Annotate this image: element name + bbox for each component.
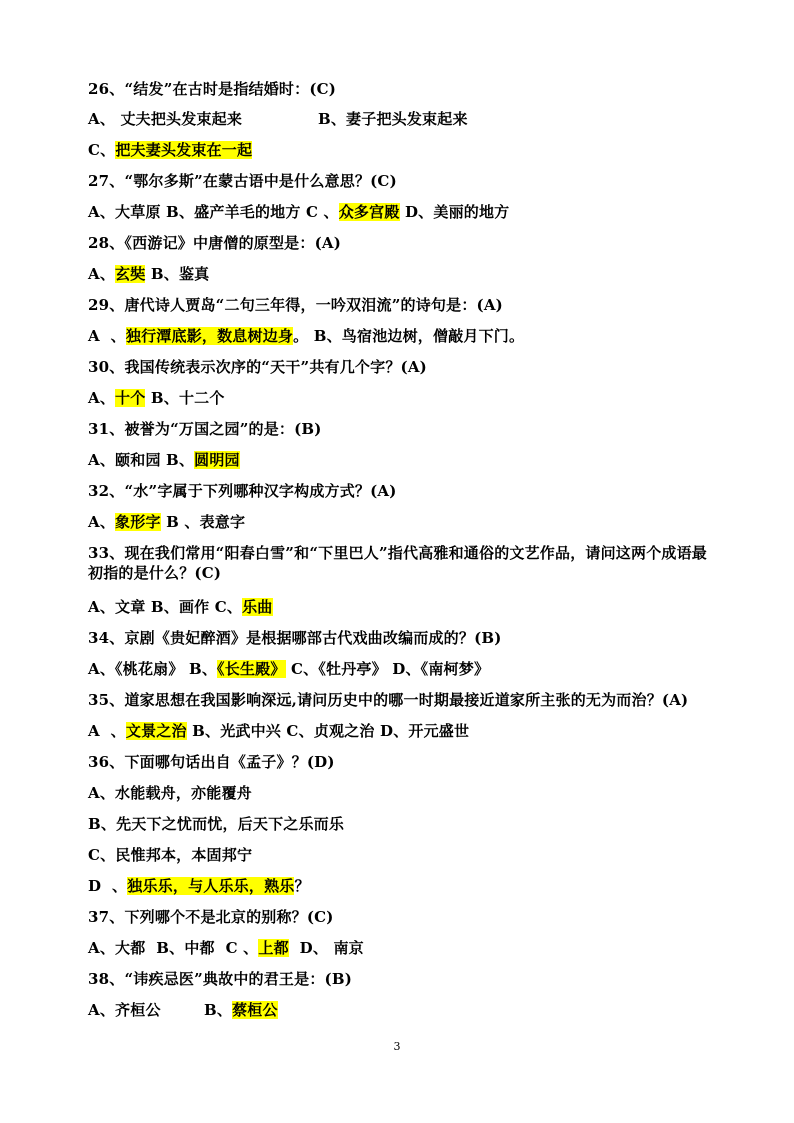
line-text: D、美丽的地方 (399, 203, 510, 221)
line-text: 36、下面哪句话出自《孟子》？(D) (88, 753, 335, 771)
line-text: A、大都 B、中都 C 、 (88, 939, 259, 957)
line-text: 30、我国传统表示次序的“天干”共有几个字？(A) (88, 358, 427, 376)
line-text: C、《牡丹亭》 D、《南柯梦》 (285, 660, 490, 678)
text-line (88, 783, 252, 803)
line-text: A、大草原 B、盛产羊毛的地方 C 、 (88, 203, 339, 221)
text-line (88, 171, 397, 191)
text-line (88, 450, 240, 470)
highlighted-answer: 《长生殿》 (217, 660, 286, 678)
line-text: 35、道家思想在我国影响深远,请问历史中的哪一时期最接近道家所主张的无为而治？(A) (88, 691, 689, 709)
text-line (88, 264, 209, 284)
line-text: 33、现在我们常用“阳春白雪”和“下里巴人”指代高雅和通俗的文艺作品，请问这两个成语最初指的是什么？(C) (88, 544, 707, 582)
text-line (88, 969, 352, 989)
line-text: ？ (294, 877, 310, 895)
text-line (88, 357, 427, 377)
text-line (88, 326, 524, 346)
line-text: A、 (88, 513, 116, 531)
text-line (88, 845, 252, 865)
line-text: 32、“水”字属于下列哪种汉字构成方式？(A) (88, 482, 397, 500)
highlighted-answer: 蔡桓公 (232, 1001, 278, 1019)
line-text: A、齐桓公 B、 (88, 1001, 233, 1019)
highlighted-answer: 象形字 (115, 513, 161, 531)
text-line (88, 295, 503, 315)
line-text: A、 (88, 389, 116, 407)
line-text: D 、 (88, 877, 128, 895)
line-text: C、民惟邦本，本固邦宁 (88, 846, 253, 864)
text-line (88, 202, 509, 222)
text-line (88, 79, 336, 99)
highlighted-answer: 十个 (115, 389, 146, 407)
text-line (88, 814, 344, 834)
highlighted-answer: 文景之治 (125, 722, 187, 740)
line-text: B、鉴真 (145, 265, 210, 283)
line-text: 34、京剧《贵妃醉酒》是根据哪部古代戏曲改编而成的？(B) (88, 629, 502, 647)
text-line (88, 938, 364, 958)
line-text: A、文章 B、画作 C、 (88, 598, 243, 616)
line-text: C、 (88, 141, 116, 159)
line-text: A 、 (88, 327, 126, 345)
text-line (88, 1000, 278, 1020)
highlighted-answer: 乐曲 (242, 598, 273, 616)
text-line (88, 659, 489, 679)
page-number: 3 (393, 1040, 401, 1053)
line-text: B 、表意字 (160, 513, 246, 531)
text-line (88, 109, 468, 129)
line-text: 。 B、鸟宿池边树，僧敲月下门。 (293, 327, 525, 345)
line-text: 27、“鄂尔多斯”在蒙古语中是什么意思？(C) (88, 172, 397, 190)
text-line (88, 140, 252, 160)
text-line (88, 388, 225, 408)
line-text: B、光武中兴 C、贞观之治 D、开元盛世 (186, 722, 470, 740)
text-line (88, 481, 397, 501)
text-line (88, 690, 688, 710)
line-text: 28、《西游记》中唐僧的原型是：(A) (88, 234, 342, 252)
text-line (88, 543, 708, 583)
highlighted-answer: 把夫妻头发束在一起 (115, 141, 253, 159)
line-text: A、 (88, 265, 116, 283)
line-text: D、 南京 (288, 939, 364, 957)
line-text: 26、“结发”在古时是指结婚时：(C) (88, 80, 337, 98)
text-line (88, 752, 335, 772)
highlighted-answer: 独乐乐，与人乐乐，熟乐 (127, 877, 295, 895)
text-line (88, 233, 341, 253)
highlighted-answer: 玄奘 (115, 265, 146, 283)
text-line (88, 597, 273, 617)
line-text: 38、“讳疾忌医”典故中的君王是：(B) (88, 970, 353, 988)
line-text: B、先天下之忧而忧，后天下之乐而乐 (88, 815, 345, 833)
highlighted-answer: 众多宫殿 (338, 203, 400, 221)
text-line (88, 721, 469, 741)
line-text: A、水能载舟，亦能覆舟 (88, 784, 252, 802)
line-text: A、《桃花扇》 B、 (88, 660, 218, 678)
line-text: B、十二个 (145, 389, 225, 407)
text-line (88, 876, 310, 896)
highlighted-answer: 独行潭底影，数息树边身 (125, 327, 294, 345)
line-text: 37、下列哪个不是北京的别称？(C) (88, 908, 334, 926)
line-text: A、 丈夫把头发束起来 B、妻子把头发束起来 (88, 110, 468, 128)
text-line (88, 907, 334, 927)
highlighted-answer: 上都 (258, 939, 289, 957)
highlighted-answer: 圆明园 (194, 451, 240, 469)
text-line (88, 628, 502, 648)
line-text: 29、唐代诗人贾岛“二句三年得，一吟双泪流”的诗句是：(A) (88, 296, 503, 314)
line-text: 31、被誉为“万国之园”的是：(B) (88, 420, 322, 438)
text-line (88, 419, 322, 439)
line-text: A 、 (88, 722, 126, 740)
text-line (88, 512, 245, 532)
line-text: A、颐和园 B、 (88, 451, 195, 469)
